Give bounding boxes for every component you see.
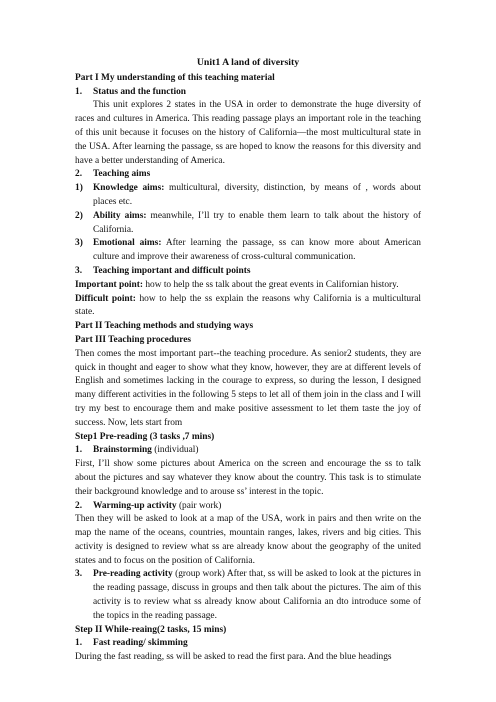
aim-text: multicultural, diversity, distinction, by means of , words about places etc. [93, 183, 421, 207]
step-item [75, 500, 421, 514]
paragraph: First, I’ll show some pictures about America on the screen and encourage the ss to talk about the pictures and say whatever they know about the country. This task is to stimulate their background knowledge and to arouse ss’ interest in the topic. [75, 459, 421, 497]
step-item [75, 637, 421, 651]
aim-label: Knowledge aims: [93, 183, 165, 194]
section-number: 2. [75, 169, 83, 180]
step-item [75, 568, 421, 623]
item-number: 1. [75, 638, 83, 649]
item-label: Fast reading/ skimming [93, 638, 188, 649]
section-number: 1. [75, 86, 83, 97]
aim-item [75, 182, 421, 210]
section-heading [75, 168, 421, 182]
paragraph: During the fast reading, ss will be asked to read the first para. And the blue headings [75, 652, 392, 663]
paragraph: Then comes the most important part--the teaching procedure. As senior2 students, they are quick in thought and eager to show what they know, however, they are at different levels of English and sometimes lacking in the courage to express, so during the lesson, I designed many different activities in the following 5 steps to let all of them join in the class and I will try my best to encourage them and make positive assessment to let them taste the joy of success. Now, lets start from [75, 348, 421, 428]
part3-heading: Part III Teaching procedures [75, 334, 192, 345]
part1-heading: Part I My understanding of this teaching material [75, 72, 275, 83]
important-label: Important point: [75, 279, 143, 290]
aim-number: 2) [75, 210, 83, 221]
section-title: Teaching aims [93, 169, 151, 180]
item-label: Pre-reading activity [93, 569, 173, 580]
section-heading [75, 86, 421, 100]
section-number: 3. [75, 265, 83, 276]
aim-label: Emotional aims: [93, 238, 162, 249]
item-text: (group work) After that, ss will be asked to look at the pictures in the reading passage, discuss in groups and then talk about the pictures. The aim of this activity is to review what ss already know about California an dto introduce some of the topics in the reading passage. [93, 569, 421, 621]
aim-text: After learning the passage, ss can know more about American culture and improve their awareness of cross-cultural communication. [93, 238, 421, 263]
aim-number: 1) [75, 183, 83, 194]
item-number: 1. [75, 445, 83, 456]
section-heading [75, 265, 421, 279]
aim-text: meanwhile, I’ll try to enable them learn to talk about the history of California. [93, 210, 421, 235]
document-page [75, 56, 421, 665]
important-text: how to help the ss talk about the great events in Californian history. [142, 279, 399, 290]
difficult-label: Difficult point: [75, 293, 136, 304]
paragraph: This unit explores 2 states in the USA in order to demonstrate the huge diversity of races and cultures in America. This reading passage plays an important role in the teaching of this unit because it focuses on the history of California—the most multicultural state in the USA. After learning the passage, ss are hoped to know the reasons for this diversity and have a better understanding of America. [75, 100, 421, 166]
difficult-point [75, 293, 421, 321]
paragraph: Then they will be asked to look at a map of the USA, work in pairs and then write on the map the name of the oceans, countries, mountain ranges, lakes, rivers and big cities. This activity is designed to review what ss are already know about the geography of the united states and to focus on the position of California. [75, 514, 421, 566]
item-label: Brainstorming [93, 445, 152, 456]
step-item [75, 444, 421, 458]
item-number: 2. [75, 500, 83, 511]
part2-heading: Part II Teaching methods and studying ways [75, 321, 254, 332]
item-number: 3. [75, 569, 83, 580]
item-note: (individual) [151, 445, 199, 456]
document-title: Unit1 A land of diversity [196, 57, 300, 68]
aim-item [75, 210, 421, 238]
aim-label: Ability aims: [93, 210, 147, 221]
section-title: Teaching important and difficult points [93, 265, 251, 276]
step1-heading: Step1 Pre-reading (3 tasks ,7 mins) [75, 431, 215, 442]
aim-number: 3) [75, 238, 83, 249]
item-label: Warming-up activity [93, 500, 177, 511]
item-note: (pair work) [176, 500, 222, 511]
difficult-text: how to help the ss explain the reasons why California is a multicultural state. [75, 293, 421, 318]
aim-item [75, 237, 421, 265]
important-point [75, 279, 421, 293]
step2-heading: Step II While-reaing(2 tasks, 15 mins) [75, 624, 227, 635]
section-title: Status and the function [93, 86, 186, 97]
